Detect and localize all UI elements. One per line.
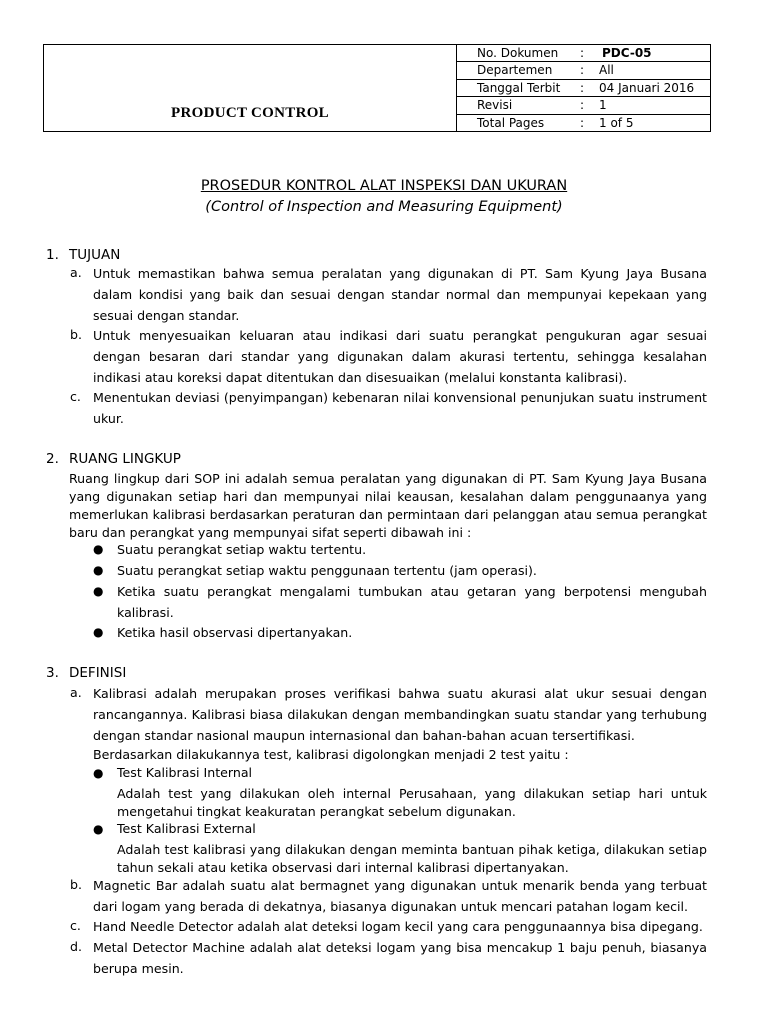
bullet-icon: ● [93, 584, 104, 598]
header-key: No. Dokumen [477, 46, 559, 60]
item-label: c. [70, 918, 81, 933]
item-label: a. [70, 685, 82, 700]
bullet-text: Ketika suatu perangkat mengalami tumbukan atau getaran yang berpotensi mengubah kalibrasi. [117, 584, 707, 620]
header-value: 04 Januari 2016 [599, 80, 695, 95]
section-title: DEFINISI [69, 665, 127, 681]
item-label: b. [70, 327, 82, 342]
item-text: Metal Detector Machine adalah alat deteksi logam yang bisa mencakup 1 baju penuh, biasanya berupa mesin. [93, 940, 707, 976]
test-desc: Adalah test kalibrasi yang dilakukan dengan meminta bantuan pihak ketiga, dilakukan setiap tahun sekali atau ketika observasi dari internal kalibrasi dipertanyakan. [117, 842, 707, 875]
header-key: Total Pages [477, 115, 545, 130]
test-name: Test Kalibrasi External [117, 821, 256, 836]
header-colon: : [580, 46, 585, 60]
item-label: a. [70, 265, 82, 280]
bullet-icon: ● [93, 563, 104, 577]
header-value: All [599, 63, 614, 78]
header-row-tanggal-terbit [457, 80, 710, 97]
header-colon: : [580, 98, 585, 113]
header-row-total-pages [457, 115, 710, 132]
header-row-departemen [457, 62, 710, 79]
header-key: Departemen [477, 63, 553, 78]
bullet-icon: ● [93, 625, 104, 639]
item-text: Magnetic Bar adalah suatu alat bermagnet yang digunakan untuk menarik benda yang terbuat dari logam yang berada di dekatnya, biasanya digunakan untuk mencari patahan logam kecil. [93, 878, 707, 914]
item-text: Hand Needle Detector adalah alat deteksi logam kecil yang cara penggunaannya bisa dipegang. [93, 919, 703, 934]
item-text: Untuk menyesuaikan keluaran atau indikasi dari suatu perangkat pengukuran agar sesuai dengan besaran dari standar yang digunakan dalam akurasi tertentu, sehingga kesalahan indikasi atau koreksi dapat ditentukan dan disesuaikan (melalui konstanta kalibrasi). [93, 328, 707, 385]
header-colon: : [580, 80, 585, 95]
section-title: RUANG LINGKUP [69, 451, 181, 467]
item-label: b. [70, 877, 82, 892]
document-title: PROSEDUR KONTROL ALAT INSPEKSI DAN UKURAN [200, 178, 568, 194]
item-text-continued: Berdasarkan dilakukannya test, kalibrasi digolongkan menjadi 2 test yaitu : [93, 747, 569, 762]
document-subtitle: (Control of Inspection and Measuring Equipment) [205, 199, 563, 215]
bullet-text: Suatu perangkat setiap waktu tertentu. [117, 542, 367, 557]
bullet-icon: ● [93, 542, 104, 556]
bullet-text: Suatu perangkat setiap waktu penggunaan tertentu (jam operasi). [117, 563, 537, 578]
header-colon: : [580, 63, 585, 78]
item-label: c. [70, 389, 81, 404]
header-logo-cell [44, 45, 457, 131]
header-key: Tanggal Terbit [477, 80, 561, 95]
header-value: 1 [599, 98, 607, 113]
document-header-table [43, 44, 711, 132]
header-row-revisi [457, 97, 710, 114]
header-key: Revisi [477, 98, 513, 113]
section-number: 2. [46, 451, 59, 467]
item-text: Untuk memastikan bahwa semua peralatan yang digunakan di PT. Sam Kyung Jaya Busana dalam kondisi yang baik dan sesuai dengan standar normal dan mempunyai kepekaan yang sesuai dengan standar. [93, 266, 707, 323]
bullet-icon: ● [93, 766, 104, 780]
bullet-text: Ketika hasil observasi dipertanyakan. [117, 625, 353, 640]
section-title: TUJUAN [69, 247, 121, 263]
item-text: Kalibrasi adalah merupakan proses verifikasi bahwa suatu akurasi alat ukur sesuai dengan rancangannya. Kalibrasi biasa dilakukan dengan membandingkan suatu standar yang terhubung dengan standar nasional maupun internasional dan bahan-bahan acuan tersertifikasi. [93, 686, 707, 743]
header-title: PRODUCT CONTROL [171, 105, 329, 121]
section-number: 1. [46, 247, 59, 263]
item-label: d. [70, 939, 82, 954]
header-row-no-dokumen [457, 45, 710, 62]
bullet-icon: ● [93, 822, 104, 836]
header-colon: : [580, 115, 585, 130]
item-text: Menentukan deviasi (penyimpangan) kebenaran nilai konvensional penunjukan suatu instrument ukur. [93, 390, 707, 426]
test-desc: Adalah test yang dilakukan oleh internal Perusahaan, yang dilakukan setiap hari untuk mengetahui tingkat keakuratan perangkat sebelum digunakan. [117, 786, 707, 819]
section-number: 3. [46, 665, 59, 681]
header-info-cell [457, 45, 710, 131]
header-value: 1 of 5 [599, 115, 634, 130]
test-name: Test Kalibrasi Internal [117, 765, 253, 780]
header-value: PDC-05 [602, 46, 652, 60]
section-intro: Ruang lingkup dari SOP ini adalah semua peralatan yang digunakan di PT. Sam Kyung Jaya Busana yang digunakan setiap hari dan mempunyai nilai keausan, kesalahan dalam penggunaanya yang memerlukan kalibrasi berdasarkan peraturan dan permintaan dari pelanggan atau semua perangkat baru dan perangkat yang mempunyai sifat seperti dibawah ini : [69, 471, 707, 540]
